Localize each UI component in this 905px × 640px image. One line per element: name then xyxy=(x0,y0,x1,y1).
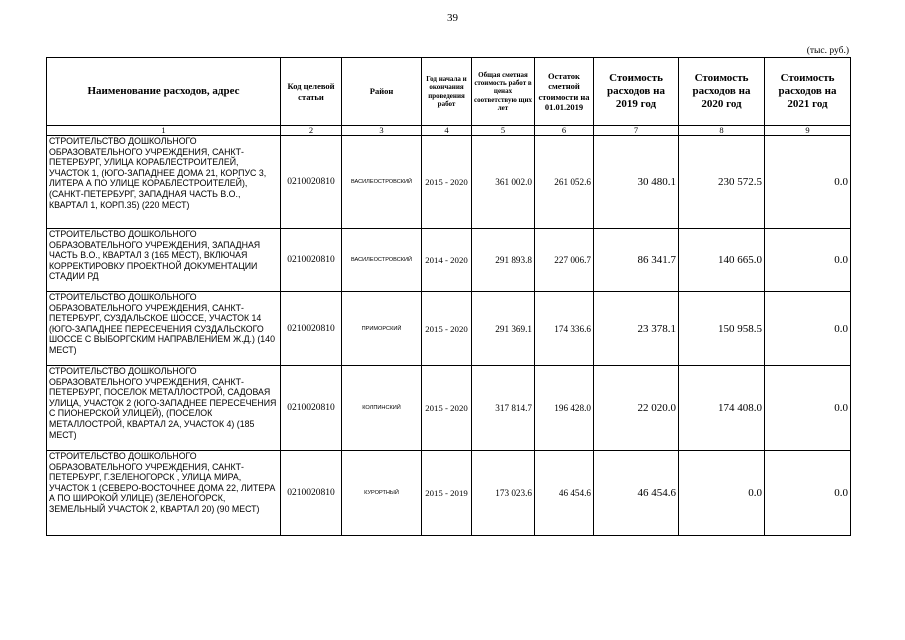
cost-2019: 86 341.7 xyxy=(594,229,679,292)
total-cost: 317 814.7 xyxy=(472,366,535,451)
unit-note: (тыс. руб.) xyxy=(806,46,849,56)
column-number: 8 xyxy=(679,126,765,136)
budget-code: 0210020810 xyxy=(281,292,342,366)
header-cost-2021: Стоимость расходов на 2021 год xyxy=(765,58,851,126)
remaining-cost: 261 052.6 xyxy=(535,136,594,229)
cost-2021: 0.0 xyxy=(765,451,851,536)
budget-code: 0210020810 xyxy=(281,229,342,292)
column-number: 2 xyxy=(281,126,342,136)
cost-2019: 30 480.1 xyxy=(594,136,679,229)
budget-code: 0210020810 xyxy=(281,136,342,229)
cost-2021: 0.0 xyxy=(765,366,851,451)
column-number: 5 xyxy=(472,126,535,136)
header-cost-2019: Стоимость расходов на 2019 год xyxy=(594,58,679,126)
work-years: 2015 - 2020 xyxy=(422,292,472,366)
table-row xyxy=(47,292,851,366)
header-district: Район xyxy=(342,58,422,126)
cost-2021: 0.0 xyxy=(765,229,851,292)
page-number: 39 xyxy=(447,12,458,24)
column-number: 3 xyxy=(342,126,422,136)
column-number-row xyxy=(47,126,851,136)
column-number: 1 xyxy=(47,126,281,136)
remaining-cost: 227 006.7 xyxy=(535,229,594,292)
column-number: 9 xyxy=(765,126,851,136)
district: ВАСИЛЕОСТРОВСКИЙ xyxy=(342,136,422,229)
header-years: Год начала и окончания проведения работ xyxy=(422,58,472,126)
cost-2019: 22 020.0 xyxy=(594,366,679,451)
total-cost: 173 023.6 xyxy=(472,451,535,536)
cost-2020: 174 408.0 xyxy=(679,366,765,451)
table-row xyxy=(47,136,851,229)
header-row xyxy=(47,58,851,126)
header-remainder: Остаток сметной стоимости на 01.01.2019 xyxy=(535,58,594,126)
cost-2019: 23 378.1 xyxy=(594,292,679,366)
table-row xyxy=(47,229,851,292)
cost-2020: 150 958.5 xyxy=(679,292,765,366)
work-years: 2015 - 2020 xyxy=(422,136,472,229)
cost-2021: 0.0 xyxy=(765,292,851,366)
column-number: 7 xyxy=(594,126,679,136)
remaining-cost: 46 454.6 xyxy=(535,451,594,536)
work-years: 2015 - 2020 xyxy=(422,366,472,451)
expense-name: СТРОИТЕЛЬСТВО ДОШКОЛЬНОГО ОБРАЗОВАТЕЛЬНОГО УЧРЕЖДЕНИЯ, ЗАПАДНАЯ ЧАСТЬ В.О., КВАРТАЛ 3 (165 МЕСТ), ВКЛЮЧАЯ КОРРЕКТИРОВКУ ПРОЕКТНОЙ ДОКУМЕНТАЦИИ СТАДИИ РД xyxy=(47,229,281,292)
total-cost: 361 002.0 xyxy=(472,136,535,229)
header-total-cost: Общая сметная стоимость работ в ценах соответствую щих лет xyxy=(472,58,535,126)
work-years: 2014 - 2020 xyxy=(422,229,472,292)
district: КОЛПИНСКИЙ xyxy=(342,366,422,451)
district: КУРОРТНЫЙ xyxy=(342,451,422,536)
cost-2021: 0.0 xyxy=(765,136,851,229)
table-row xyxy=(47,451,851,536)
district: ВАСИЛЕОСТРОВСКИЙ xyxy=(342,229,422,292)
expense-name: СТРОИТЕЛЬСТВО ДОШКОЛЬНОГО ОБРАЗОВАТЕЛЬНОГО УЧРЕЖДЕНИЯ, САНКТ-ПЕТЕРБУРГ, ПОСЕЛОК МЕТАЛЛОСТРОЙ, САДОВАЯ УЛИЦА, УЧАСТОК 2 (ЮГО-ЗАПАДНЕЕ ПЕРЕСЕЧЕНИЯ С ПИОНЕРСКОЙ УЛИЦЕЙ), (ПОСЕЛОК МЕТАЛЛОСТРОЙ, КВАРТАЛ 2А, УЧАСТОК 4) (185 МЕСТ) xyxy=(47,366,281,451)
cost-2020: 140 665.0 xyxy=(679,229,765,292)
table-row xyxy=(47,366,851,451)
column-number: 6 xyxy=(535,126,594,136)
cost-2020: 230 572.5 xyxy=(679,136,765,229)
budget-code: 0210020810 xyxy=(281,366,342,451)
header-code: Код целевой статьи xyxy=(281,58,342,126)
header-name: Наименование расходов, адрес xyxy=(47,58,281,126)
remaining-cost: 174 336.6 xyxy=(535,292,594,366)
work-years: 2015 - 2019 xyxy=(422,451,472,536)
cost-2019: 46 454.6 xyxy=(594,451,679,536)
header-cost-2020: Стоимость расходов на 2020 год xyxy=(679,58,765,126)
budget-table xyxy=(46,57,851,536)
expense-name: СТРОИТЕЛЬСТВО ДОШКОЛЬНОГО ОБРАЗОВАТЕЛЬНОГО УЧРЕЖДЕНИЯ, САНКТ-ПЕТЕРБУРГ, УЛИЦА КОРАБЛЕСТРОИТЕЛЕЙ, УЧАСТОК 1, (ЮГО-ЗАПАДНЕЕ ДОМА 21, КОРПУС 3, ЛИТЕРА А ПО УЛИЦЕ КОРАБЛЕСТРОИТЕЛЕЙ), (САНКТ-ПЕТЕРБУРГ, ЗАПАДНАЯ ЧАСТЬ В.О., КВАРТАЛ 1, КОРП.35) (220 МЕСТ) xyxy=(47,136,281,229)
total-cost: 291 893.8 xyxy=(472,229,535,292)
total-cost: 291 369.1 xyxy=(472,292,535,366)
budget-code: 0210020810 xyxy=(281,451,342,536)
remaining-cost: 196 428.0 xyxy=(535,366,594,451)
expense-name: СТРОИТЕЛЬСТВО ДОШКОЛЬНОГО ОБРАЗОВАТЕЛЬНОГО УЧРЕЖДЕНИЯ, САНКТ-ПЕТЕРБУРГ, Г.ЗЕЛЕНОГОРСК , УЛИЦА МИРА, УЧАСТОК 1 (СЕВЕРО-ВОСТОЧНЕЕ ДОМА 22, ЛИТЕРА А ПО ШИРОКОЙ УЛИЦЕ) (ЗЕЛЕНОГОРСК, ЗЕМЕЛЬНЫЙ УЧАСТОК 2, КВАРТАЛ 20) (90 МЕСТ) xyxy=(47,451,281,536)
cost-2020: 0.0 xyxy=(679,451,765,536)
expense-name: СТРОИТЕЛЬСТВО ДОШКОЛЬНОГО ОБРАЗОВАТЕЛЬНОГО УЧРЕЖДЕНИЯ, САНКТ-ПЕТЕРБУРГ, СУЗДАЛЬСКОЕ ШОССЕ, УЧАСТОК 14 (ЮГО-ЗАПАДНЕЕ ПЕРЕСЕЧЕНИЯ СУЗДАЛЬСКОГО ШОССЕ С ВЫБОРГСКИМ НАПРАВЛЕНИЕМ Ж.Д.) (140 МЕСТ) xyxy=(47,292,281,366)
district: ПРИМОРСКИЙ xyxy=(342,292,422,366)
column-number: 4 xyxy=(422,126,472,136)
